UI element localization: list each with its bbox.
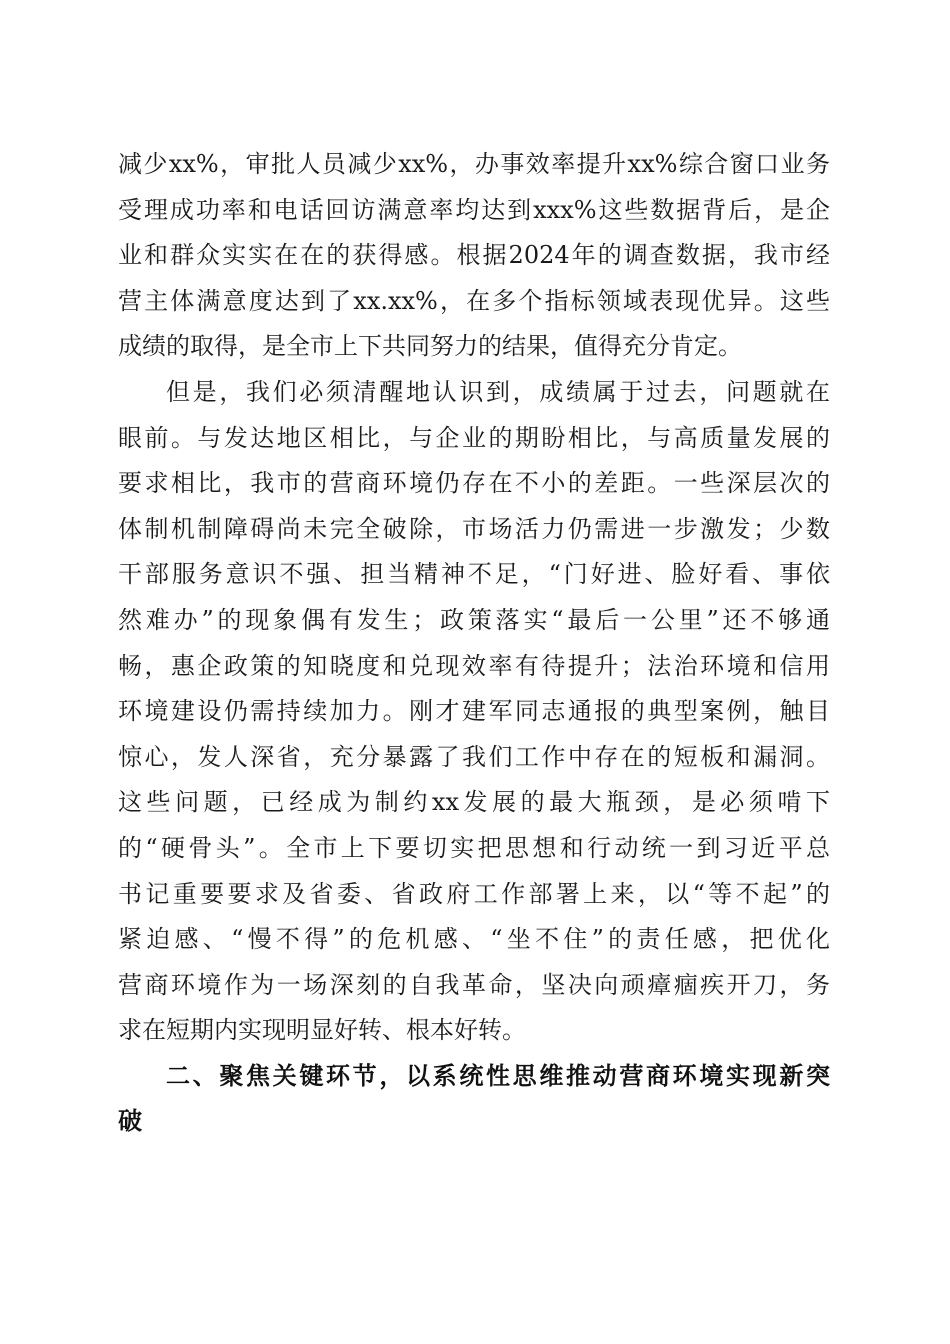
paragraph-line: 要求相比，我市的营商环境仍存在不小的差距。一些深层次的: [118, 469, 830, 498]
paragraph-line: 然难办”的现象偶有发生；政策落实“最后一公里”还不够通: [118, 605, 830, 634]
paragraph-achievements: [118, 142, 830, 370]
paragraph-line: 业和群众实实在在的获得感。根据2024年的调查数据，我市经: [118, 241, 830, 270]
paragraph-line: 营主体满意度达到了xx.xx%，在多个指标领域表现优异。这些: [118, 286, 830, 315]
paragraph-line: 但是，我们必须清醒地认识到，成绩属于过去，问题就在: [166, 377, 830, 406]
paragraph-line: 干部服务意识不强、担当精神不足，“门好进、脸好看、事依: [118, 560, 830, 589]
paragraph-line: 紧迫感、“慢不得”的危机感、“坐不住”的责任感，把优化: [118, 925, 830, 954]
section-heading: [118, 1054, 830, 1145]
heading-line: 破: [118, 1107, 142, 1136]
paragraph-line: 的“硬骨头”。全市上下要切实把思想和行动统一到习近平总: [118, 833, 830, 862]
paragraph-line: 惊心，发人深省，充分暴露了我们工作中存在的短板和漏洞。: [118, 742, 830, 771]
paragraph-line: 减少xx%，审批人员减少xx%，办事效率提升xx%综合窗口业务: [118, 150, 830, 178]
paragraph-line: 畅，惠企政策的知晓度和兑现效率有待提升；法治环境和信用: [118, 651, 830, 680]
paragraph-line: 受理成功率和电话回访满意率均达到xxx%这些数据背后，是企: [118, 195, 830, 224]
paragraph-problems: [118, 370, 830, 1054]
paragraph-line: 营商环境作为一场深刻的自我革命，坚决向顽瘴痼疾开刀，务: [118, 970, 830, 999]
paragraph-line: 求在短期内实现明显好转、根本好转。: [118, 1016, 526, 1045]
paragraph-line: 这些问题，已经成为制约xx发展的最大瓶颈，是必须啃下: [118, 788, 830, 817]
document-body: [118, 142, 830, 1145]
paragraph-line: 书记重要要求及省委、省政府工作部署上来，以“等不起”的: [118, 879, 830, 908]
heading-line: 二、聚焦关键环节，以系统性思维推动营商环境实现新突: [166, 1061, 830, 1090]
paragraph-line: 成绩的取得，是全市上下共同努力的结果，值得充分肯定。: [118, 332, 742, 361]
paragraph-line: 眼前。与发达地区相比，与企业的期盼相比，与高质量发展的: [118, 423, 830, 452]
paragraph-line: 体制机制障碍尚未完全破除，市场活力仍需进一步激发；少数: [118, 514, 830, 543]
paragraph-line: 环境建设仍需持续加力。刚才建军同志通报的典型案例，触目: [118, 697, 830, 726]
